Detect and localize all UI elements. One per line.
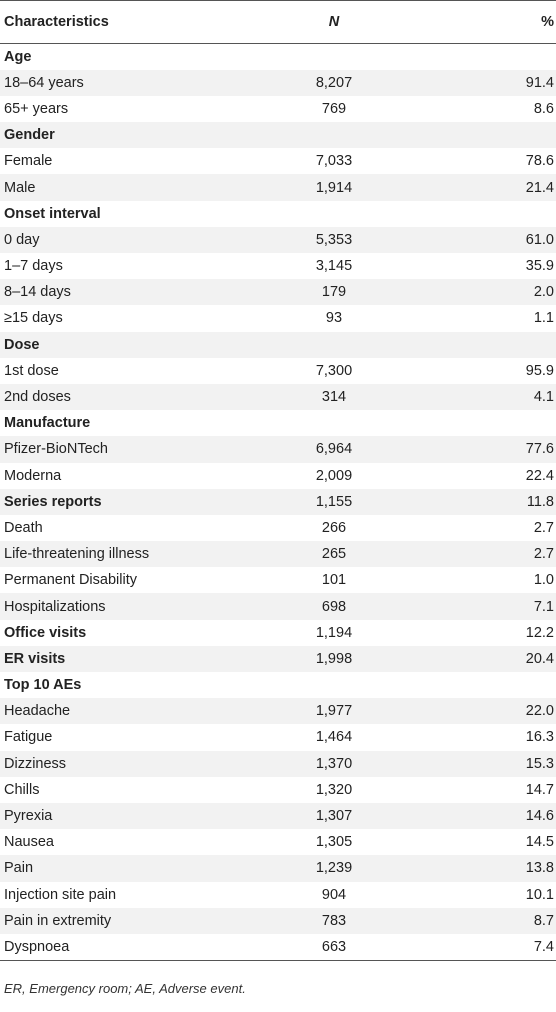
row-label: Gender xyxy=(4,127,55,144)
row-percent-value: 95.9 xyxy=(525,362,554,379)
row-percent-value: 1.0 xyxy=(533,572,554,589)
table-section-row xyxy=(0,201,556,227)
table-section-row xyxy=(0,489,556,515)
table-row xyxy=(0,882,556,908)
row-label: ER visits xyxy=(4,650,66,667)
row-n-value xyxy=(264,410,404,436)
row-label: Death xyxy=(4,519,43,536)
table-section-row xyxy=(0,122,556,148)
table-section-row xyxy=(0,410,556,436)
table-header-row xyxy=(0,1,556,44)
row-n-value xyxy=(264,44,404,70)
row-label: Dyspnoea xyxy=(4,938,70,955)
row-percent-value: 2.0 xyxy=(533,284,554,301)
row-label: Injection site pain xyxy=(4,886,117,903)
row-n-value xyxy=(264,122,404,148)
row-label: Pain in extremity xyxy=(4,912,112,929)
table-row xyxy=(0,305,556,331)
header-characteristics: Characteristics xyxy=(4,14,109,30)
row-label: Male xyxy=(4,179,36,196)
row-percent-value: 7.1 xyxy=(533,598,554,615)
header-n: N xyxy=(328,14,340,30)
row-n-value: 8,207 xyxy=(315,74,353,91)
row-label: 1st dose xyxy=(4,362,59,379)
table-section-row xyxy=(0,646,556,672)
row-percent-value: 4.1 xyxy=(533,389,554,406)
row-label: Pyrexia xyxy=(4,808,53,825)
row-n-value: 1,464 xyxy=(315,729,353,746)
header-percent: % xyxy=(541,14,554,30)
row-percent-value: 2.7 xyxy=(533,546,554,563)
row-label: Nausea xyxy=(4,834,54,851)
row-percent-value: 78.6 xyxy=(525,153,554,170)
row-n-value: 179 xyxy=(321,284,347,301)
row-n-value xyxy=(264,332,404,358)
row-n-value xyxy=(264,672,404,698)
row-percent-value: 11.8 xyxy=(526,493,554,510)
table-row xyxy=(0,70,556,96)
row-percent-value xyxy=(404,122,556,148)
table-row xyxy=(0,384,556,410)
table-row xyxy=(0,934,556,960)
row-label: Moderna xyxy=(4,467,62,484)
row-label: 0 day xyxy=(4,231,40,248)
row-percent-value: 77.6 xyxy=(525,441,554,458)
row-label: Permanent Disability xyxy=(4,572,137,589)
table-row xyxy=(0,567,556,593)
row-label: Chills xyxy=(4,781,40,798)
row-label: Life-threatening illness xyxy=(4,546,150,563)
row-n-value: 904 xyxy=(321,886,347,903)
row-label: 18–64 years xyxy=(4,74,84,91)
table-section-row xyxy=(0,44,556,70)
row-percent-value: 12.2 xyxy=(525,624,554,641)
row-n-value: 1,914 xyxy=(315,179,353,196)
row-label: 2nd doses xyxy=(4,389,71,406)
row-n-value: 2,009 xyxy=(315,467,353,484)
row-label: Age xyxy=(4,48,32,65)
row-percent-value: 10.1 xyxy=(525,886,554,903)
table-row xyxy=(0,253,556,279)
row-percent-value: 14.7 xyxy=(525,781,554,798)
row-percent-value: 14.5 xyxy=(525,834,554,851)
row-n-value: 663 xyxy=(321,938,347,955)
row-percent-value: 15.3 xyxy=(525,755,554,772)
row-percent-value xyxy=(404,410,556,436)
row-n-value: 1,370 xyxy=(315,755,353,772)
row-n-value: 3,145 xyxy=(315,258,353,275)
row-n-value: 6,964 xyxy=(315,441,353,458)
row-label: Fatigue xyxy=(4,729,53,746)
row-percent-value: 2.7 xyxy=(533,519,554,536)
row-label: Female xyxy=(4,153,53,170)
row-n-value: 7,300 xyxy=(315,362,353,379)
row-n-value: 93 xyxy=(325,310,343,327)
row-percent-value: 21.4 xyxy=(525,179,554,196)
table-row xyxy=(0,541,556,567)
table-section-row xyxy=(0,332,556,358)
table-row xyxy=(0,803,556,829)
row-n-value: 101 xyxy=(321,572,347,589)
row-percent-value: 1.1 xyxy=(533,310,554,327)
row-percent-value: 20.4 xyxy=(525,650,554,667)
row-n-value: 7,033 xyxy=(315,153,353,170)
row-percent-value: 8.6 xyxy=(533,100,554,117)
table-row xyxy=(0,436,556,462)
table-row xyxy=(0,358,556,384)
row-n-value: 1,307 xyxy=(315,808,353,825)
table-row xyxy=(0,463,556,489)
row-n-value: 1,320 xyxy=(315,781,353,798)
table-row xyxy=(0,777,556,803)
row-percent-value: 8.7 xyxy=(533,912,554,929)
row-n-value: 314 xyxy=(321,389,347,406)
row-n-value: 769 xyxy=(321,100,347,117)
row-percent-value: 7.4 xyxy=(533,938,554,955)
row-percent-value xyxy=(404,332,556,358)
row-percent-value: 22.4 xyxy=(525,467,554,484)
table-row xyxy=(0,698,556,724)
row-label: Series reports xyxy=(4,493,102,510)
row-label: Office visits xyxy=(4,624,87,641)
table-row xyxy=(0,148,556,174)
row-n-value: 266 xyxy=(321,519,347,536)
row-percent-value: 13.8 xyxy=(525,860,554,877)
table-row xyxy=(0,593,556,619)
row-n-value: 783 xyxy=(321,912,347,929)
row-percent-value: 91.4 xyxy=(525,74,554,91)
table-row xyxy=(0,279,556,305)
row-label: Dose xyxy=(4,336,40,353)
row-percent-value xyxy=(404,672,556,698)
row-n-value: 1,305 xyxy=(315,834,353,851)
row-label: Dizziness xyxy=(4,755,67,772)
table-row xyxy=(0,829,556,855)
row-percent-value: 22.0 xyxy=(525,703,554,720)
table-row xyxy=(0,227,556,253)
row-n-value: 1,239 xyxy=(315,860,353,877)
row-n-value: 1,998 xyxy=(315,650,353,667)
row-percent-value xyxy=(404,201,556,227)
row-label: ≥15 days xyxy=(4,310,63,327)
row-n-value: 265 xyxy=(321,546,347,563)
row-n-value: 1,977 xyxy=(315,703,353,720)
row-label: Hospitalizations xyxy=(4,598,106,615)
row-percent-value: 35.9 xyxy=(525,258,554,275)
row-n-value: 5,353 xyxy=(315,231,353,248)
row-label: 8–14 days xyxy=(4,284,71,301)
table-row xyxy=(0,908,556,934)
row-label: 65+ years xyxy=(4,100,69,117)
row-percent-value: 16.3 xyxy=(525,729,554,746)
table-row xyxy=(0,855,556,881)
row-n-value: 1,194 xyxy=(315,624,353,641)
row-percent-value xyxy=(404,44,556,70)
table-row xyxy=(0,515,556,541)
table-section-row xyxy=(0,620,556,646)
row-label: Manufacture xyxy=(4,415,91,432)
table-row xyxy=(0,751,556,777)
row-n-value: 1,155 xyxy=(315,493,353,510)
row-label: Pfizer-BioNTech xyxy=(4,441,108,458)
row-percent-value: 14.6 xyxy=(525,808,554,825)
row-label: 1–7 days xyxy=(4,258,63,275)
row-percent-value: 61.0 xyxy=(525,231,554,248)
table-footnote: ER, Emergency room; AE, Adverse event. xyxy=(4,981,246,996)
row-n-value: 698 xyxy=(321,598,347,615)
row-label: Top 10 AEs xyxy=(4,677,82,694)
table-body xyxy=(0,44,556,961)
table-row xyxy=(0,96,556,122)
table-row xyxy=(0,724,556,750)
table-row xyxy=(0,174,556,200)
row-label: Headache xyxy=(4,703,71,720)
row-label: Onset interval xyxy=(4,205,101,222)
row-label: Pain xyxy=(4,860,34,877)
table-section-row xyxy=(0,672,556,698)
row-n-value xyxy=(264,201,404,227)
